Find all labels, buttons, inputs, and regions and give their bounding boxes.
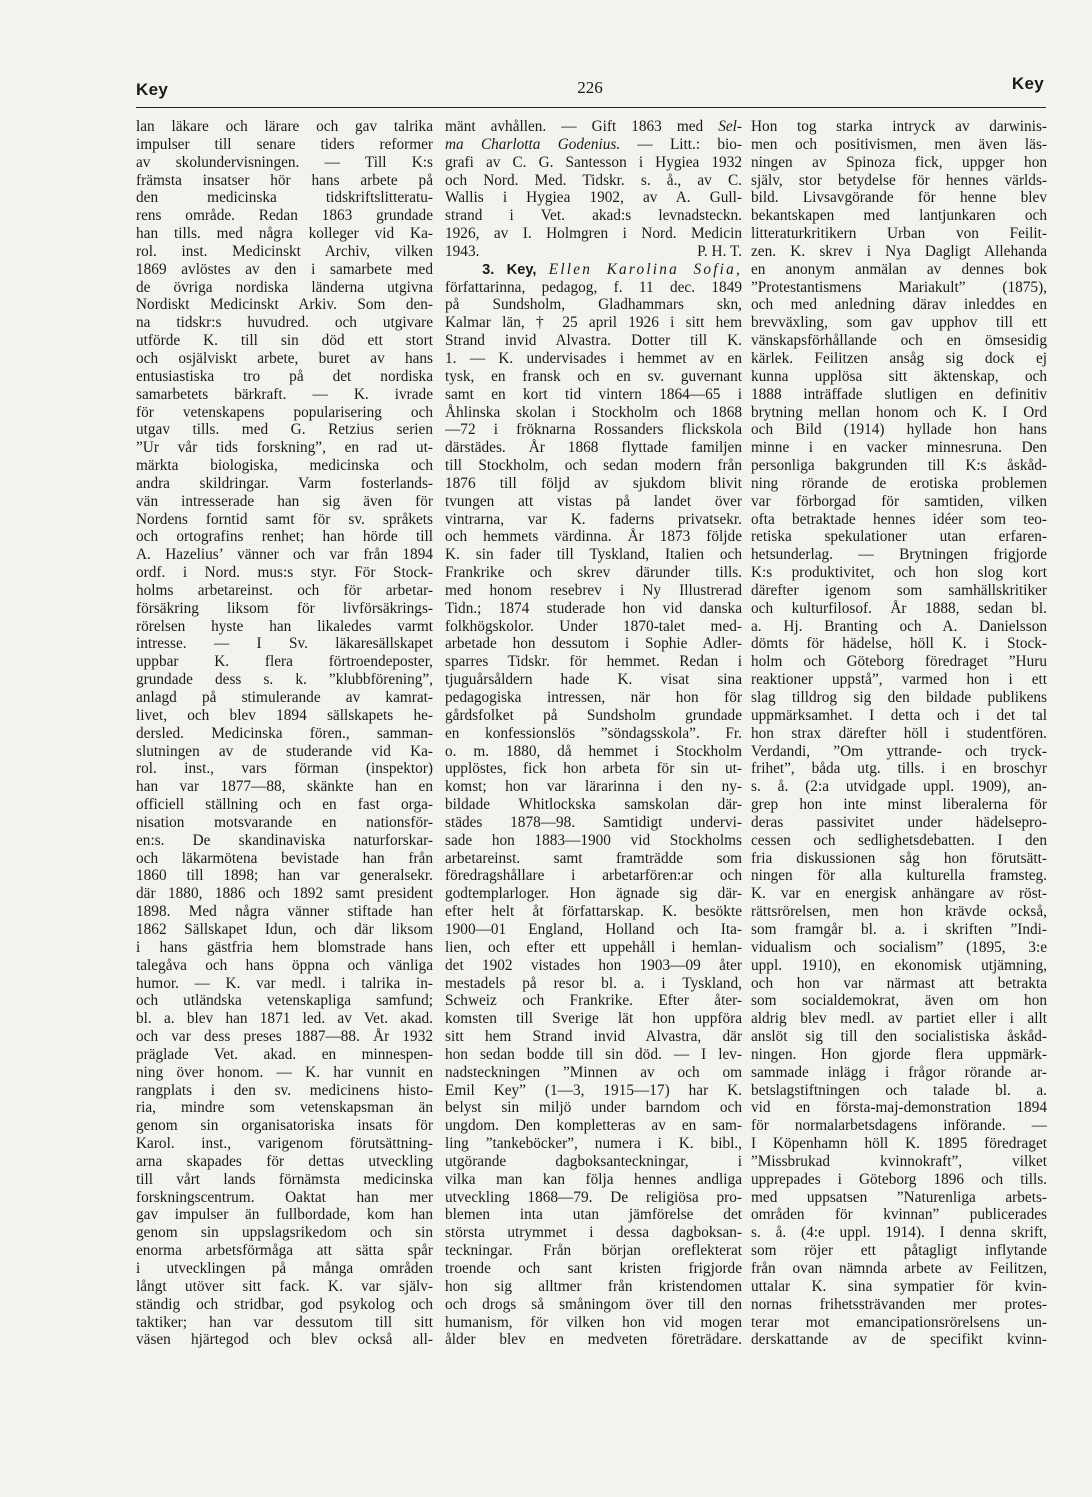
text-line: sparres Tidskr. för hemmet. Redan i — [445, 653, 742, 671]
text-line: dersled. Medicinska fören., samman- — [136, 724, 433, 742]
text-line: strand i Vet. akad:s levnadsteckn. — [445, 207, 742, 225]
text-line: Karol. inst., varigenom förutsättning- — [136, 1135, 433, 1153]
text-line: ning rörande de erotiska problemen — [751, 474, 1047, 492]
signature: P. H. T. — [697, 242, 742, 260]
text-line: därefter igenom som samhällskritiker — [751, 581, 1047, 599]
text-line: taktiker; han var dessutom till sitt — [136, 1313, 433, 1331]
text-line: Emil Key” (1—3, 1915—17) har K. — [445, 1081, 742, 1099]
text-line: personliga bakgrunden till K:s åskåd- — [751, 457, 1047, 475]
text-line: troende och sant kristen frigjorde — [445, 1260, 742, 1277]
header-rule — [136, 107, 1046, 108]
text-line: väsen hjärtegod och blev också all- — [136, 1331, 433, 1349]
text-line: fria diskussionen såg hon förutsätt- — [751, 849, 1047, 867]
text-line: forskningscentrum. Oaktat han mer — [136, 1188, 433, 1206]
text-line: utgörande dagboksanteckningar, i — [445, 1152, 742, 1170]
entry-heading — [445, 261, 742, 279]
text-line: i hans gästfria hem blomstrade hans — [136, 938, 433, 956]
text-line: mänt avhållen. — Gift 1863 med Sel- — [445, 118, 742, 135]
text-line: långt utöver sitt fack. K. var själv- — [136, 1277, 433, 1295]
text-line: lien, och efter ett uppehåll i hemlan- — [445, 938, 742, 956]
text-line: föredragshållare i arbetarfören:ar och — [445, 867, 742, 885]
text-line: 1. — K. undervisades i hemmet av en — [445, 349, 742, 367]
text-line: och utländska vetenskapliga samfund; — [136, 992, 433, 1010]
text-line: uppl. 1910), en ekonomisk utjämning, — [751, 956, 1047, 974]
text-line: utförde K. till sin död ett stort — [136, 332, 433, 350]
running-head-left: Key — [136, 80, 169, 99]
text-line: litteraturkritikern Urban von Feilit- — [751, 225, 1047, 243]
text-line: ”Missbrukad kvinnokraft”, vilket — [751, 1152, 1047, 1170]
text-line: tysk, en fransk och en sv. guvernant — [445, 367, 742, 385]
text-line: på Sundsholm, Gladhammars skn, — [445, 296, 742, 314]
text-line: nornas frihetssträvanden mer protes- — [751, 1295, 1047, 1313]
text-line-with-signature: 1943. P. H. T. — [445, 242, 742, 260]
entry-number: 3. — [482, 261, 495, 278]
text-line: genom sin organisatoriska insats för — [136, 1117, 433, 1135]
text-line: ständig och stridbar, god psykolog och — [136, 1295, 433, 1313]
page-number: 226 — [577, 78, 603, 97]
text-line: kunna upplösa sitt äktenskap, och — [751, 367, 1047, 385]
text-line: författarinna, pedagog, f. 11 dec. 1849 — [445, 278, 742, 296]
text-line: I Köpenhamn höll K. 1895 föredraget — [751, 1135, 1047, 1153]
text-line: i utvecklingen på många områden — [136, 1260, 433, 1277]
text-line: 1876 till följd av sjukdom blivit — [445, 474, 742, 492]
text-line: en:s. De skandinaviska naturforskar- — [136, 831, 433, 849]
text-line: upplöstes, fick hon arbeta för sin ut- — [445, 760, 742, 778]
text-line: 1888 inträffade slutligen en definitiv — [751, 385, 1047, 403]
text-line: Kalmar län, † 25 april 1926 i sitt hem — [445, 314, 742, 332]
text-line: s. å. (2:a utvidgade uppl. 1909), an- — [751, 778, 1047, 796]
text-line: —72 i fröknarna Rossanders flickskola — [445, 421, 742, 439]
text-line: ”Ur vår tids forskning”, en rad ut- — [136, 439, 433, 457]
text-line: och drogs så småningom över till den — [445, 1295, 742, 1313]
text-line: och Bild (1914) hyllade hon hans — [751, 421, 1047, 439]
text-line: var förborgad för samtiden, vilken — [751, 492, 1047, 510]
text-line: humor. — K. var medl. i talrika in- — [136, 974, 433, 992]
text-line: som socialdemokrat, även om hon — [751, 992, 1047, 1010]
text-line: na tidskr:s huvudred. och utgivare — [136, 314, 433, 332]
text-line: nadsteckningen ”Minnen av och om — [445, 1063, 742, 1081]
text-line: officiell ställning och en fast orga- — [136, 796, 433, 814]
text-line: ofta betraktade hennes idéer som teo- — [751, 510, 1047, 528]
text-line: holms arbetareinst. och för arbetar- — [136, 581, 433, 599]
text-line: minne i en vacker minnesruna. Den — [751, 439, 1047, 457]
text-line: ning över honom. — K. har vunnit en — [136, 1063, 433, 1081]
text-line: 1898. Med några vänner stiftade han — [136, 903, 433, 921]
text-line: andra skildringar. Varm fosterlands- — [136, 474, 433, 492]
text-line: deras passivitet under hädelsepro- — [751, 813, 1047, 831]
text-line: a. Hj. Branting och A. Danielsson — [751, 617, 1047, 635]
text-line: talegåva och hans öppna och vänliga — [136, 956, 433, 974]
text-line: intresse. — I Sv. läkaresällskapet — [136, 635, 433, 653]
text-line: K. var en energisk anhängare av röst- — [751, 885, 1047, 903]
text-line: med uppsatsen ”Naturenliga arbets- — [751, 1188, 1047, 1206]
text-line: som framgår bl. a. i skriften ”Indi- — [751, 920, 1047, 938]
text-line: retiska spekulationer utan erfaren- — [751, 528, 1047, 546]
text-line: vänskapsförhållande och en ömsesidig — [751, 332, 1047, 350]
text-line: teckningar. Från början oreflekterat — [445, 1242, 742, 1260]
column-2 — [445, 118, 742, 1349]
text-line: arna skapades för dettas utveckling — [136, 1152, 433, 1170]
text-line: och Nord. Med. Tidskr. s. å., av C. — [445, 171, 742, 189]
text-line: städes 1878—98. Samtidigt undervi- — [445, 813, 742, 831]
text-line: ningen för alla kulturella framsteg. — [751, 867, 1047, 885]
text-line: zen. K. skrev i Nya Dagligt Allehanda — [751, 242, 1047, 260]
text-line: entusiastiska tro på det nordiska — [136, 367, 433, 385]
text-line: livet, och blev 1894 sällskapets he- — [136, 706, 433, 724]
text-line: rol. inst. Medicinskt Archiv, vilken — [136, 242, 433, 260]
text-line: hon strax därefter höll i studentfören. — [751, 724, 1047, 742]
text-line: arbetade hon dessutom i Sophie Adler- — [445, 635, 742, 653]
text-line: lan läkare och lärare och gav talrika — [136, 118, 433, 135]
text-line: vidualism och socialism” (1895, 3:e — [751, 938, 1047, 956]
text-line: och ortografins renhet; han hörde till — [136, 528, 433, 546]
text-line: gav impulser än fullbordade, kom han — [136, 1206, 433, 1224]
text-line: han var 1877—88, skänkte han en — [136, 778, 433, 796]
text-line: nisation motsvarande en nationsför- — [136, 813, 433, 831]
text-line: bl. a. blev han 1871 led. av Vet. akad. — [136, 1010, 433, 1028]
text-line: största utrymmet i dessa dagboksan- — [445, 1224, 742, 1242]
text-line: brytning mellan honom och K. I Ord — [751, 403, 1047, 421]
text-line: rörelsen hyste han likaledes varmt — [136, 617, 433, 635]
text-line: därstädes. År 1868 flyttade familjen — [445, 439, 742, 457]
text-line: uttalar K. sina sympatier för kvin- — [751, 1277, 1047, 1295]
text-line: o. m. 1880, då hemmet i Stockholm — [445, 742, 742, 760]
text-line: samarbetets bärkraft. — K. ivrade — [136, 385, 433, 403]
text-line: Wallis i Hygiea 1902, av A. Gull- — [445, 189, 742, 207]
text-line: 1900—01 England, Holland och Ita- — [445, 920, 742, 938]
text-line: ma Charlotta Godenius. — Litt.: bio- — [445, 135, 742, 153]
text-line: folkhögskolor. Under 1870-talet med- — [445, 617, 742, 635]
running-head-right: Key — [1011, 74, 1044, 93]
text-line: kärlek. Feilitzen ansåg sig dock ej — [751, 349, 1047, 367]
text-line: och hon var närmast att betrakta — [751, 974, 1047, 992]
text-line: den medicinska tidskriftslitteratu- — [136, 189, 433, 207]
text-line: sitt hem Strand invid Alvastra, där — [445, 1028, 742, 1046]
text-line: mestadels på resor bl. a. i Tyskland, — [445, 974, 742, 992]
text-line: belyst sin miljö under barndom och — [445, 1099, 742, 1117]
text-line: ordf. i Nord. mus:s styr. För Stock- — [136, 564, 433, 582]
column-1 — [136, 118, 433, 1349]
text-line: och var dess preses 1887—88. År 1932 — [136, 1028, 433, 1046]
text-line: ålder blev en medveten företrädare. — [445, 1331, 742, 1349]
text-line: K. sin fader till Tyskland, Italien och — [445, 546, 742, 564]
text-line: områden för kvinnan” publicerades — [751, 1206, 1047, 1224]
text-line: ungdom. Den kompletteras av en sam- — [445, 1117, 742, 1135]
text-line: impulser till senare tiders reformer — [136, 135, 433, 153]
text-line: bekantskapen med lantjunkaren och — [751, 207, 1047, 225]
text-line: men och positivismen, men även läs- — [751, 135, 1047, 153]
text-line: terar mot emancipationsrörelsens un- — [751, 1313, 1047, 1331]
text-line: han tills. med några kolleger vid Ka- — [136, 225, 433, 243]
text-line: vilka man kan följa hennes andliga — [445, 1170, 742, 1188]
text-line: och kulturfilosof. År 1888, sedan bl. — [751, 599, 1047, 617]
text-line: som röjer ett påtagligt inflytande — [751, 1242, 1047, 1260]
text-line: själv, stor betydelse för hennes världs- — [751, 171, 1047, 189]
text-line: rens område. Redan 1863 grundade — [136, 207, 433, 225]
text-line: pedagogiska intressen, när hon för — [445, 689, 742, 706]
text-line: 1869 avlöstes av den i samarbete med — [136, 260, 433, 278]
text-line: till vårt lands förnämsta medicinska — [136, 1170, 433, 1188]
text-line: märkta biologiska, medicinska och — [136, 457, 433, 475]
text-line: sade hon 1883—1900 vid Stockholms — [445, 831, 742, 849]
text-line: betslagstiftningen och talade bl. a. — [751, 1081, 1047, 1099]
text-line: vintrarna, var K. faderns privatsekr. — [445, 510, 742, 528]
running-head — [136, 74, 1044, 106]
text-line: humanism, för vilken hon vid mogen — [445, 1313, 742, 1331]
text-line: uppmärksamhet. I detta och i det tal — [751, 706, 1047, 724]
text-line: utgav tills. med G. Retzius serien — [136, 421, 433, 439]
text-line: rättsrörelsen, men hon krävde också, — [751, 903, 1047, 921]
entry-surname: Key, — [506, 261, 537, 278]
text-line: arbetareinst. samt framträdde som — [445, 849, 742, 867]
text-line: hon sig alltmer från kristendomen — [445, 1277, 742, 1295]
text-line: för vetenskapens popularisering och — [136, 403, 433, 421]
text-line: grundade dess s. k. ”klubbförening”, — [136, 671, 433, 689]
text-line: och med anledning därav inleddes en — [751, 296, 1047, 314]
text-line: ling ”tankeböcker”, numera i K. bibl., — [445, 1135, 742, 1153]
text-line: blemen inta utan jämförelse det — [445, 1206, 742, 1224]
text-line: 1860 till 1898; han var generalsekr. — [136, 867, 433, 885]
text-line: en konfessionslös ”söndagsskola”. Fr. — [445, 724, 742, 742]
text-line: hetsunderlag. — Brytningen frigjorde — [751, 546, 1047, 564]
text-line: utveckling 1868—79. De religiösa pro- — [445, 1188, 742, 1206]
text-line: Nordiskt Medicinskt Arkiv. Som den- — [136, 296, 433, 314]
text-line: holm och Göteborg föredraget ”Huru — [751, 653, 1047, 671]
text-line: Tidn.; 1874 studerade hon vid danska — [445, 599, 742, 617]
text-line: aldrig blev medl. av partiet eller i allt — [751, 1010, 1047, 1028]
text-line: försäkring liksom för livförsäkrings- — [136, 599, 433, 617]
text-line: ria, mindre som vetenskapsman än — [136, 1099, 433, 1117]
text-line: präglade Vet. akad. en minnespen- — [136, 1045, 433, 1063]
text-line: grep hon inte minst liberalerna för — [751, 796, 1047, 814]
text-line: ningen av Spinoza fick, uppger hon — [751, 153, 1047, 171]
column-2-body — [445, 279, 742, 1350]
text-line: dömts för hädelse, höll K. i Stock- — [751, 635, 1047, 653]
text-line: uppbar K. flera förtroendeposter, — [136, 653, 433, 671]
text-line: samt en kort tid vintern 1864—65 i — [445, 385, 742, 403]
text-line: komst; hon var lärarinna i den ny- — [445, 778, 742, 796]
text-line: Nordens forntid samt för sv. språkets — [136, 510, 433, 528]
text-line: enorma arbetsförmåga att sätta spår — [136, 1242, 433, 1260]
text-line: tjuguårsåldern hade K. visat sina — [445, 671, 742, 689]
text-line: upprepades i Göteborg 1896 och tills. — [751, 1170, 1047, 1188]
text-line: s. å. (4:e uppl. 1914). I denna skrift, — [751, 1224, 1047, 1242]
text-line: gårdsfolket på Sundsholm grundade — [445, 706, 742, 724]
text-line: 1926, av I. Holmgren i Nord. Medicin — [445, 225, 742, 243]
text-line: det 1902 vistades hon 1903—09 åter — [445, 956, 742, 974]
text-line: Åhlinska skolan i Stockholm och 1868 — [445, 403, 742, 421]
text-line: Hon tog starka intryck av darwinis- — [751, 118, 1047, 135]
entry-given-names: Ellen Karolina Sofia, — [548, 260, 742, 278]
text-line: med honom resebrev i Ny Illustrerad — [445, 581, 742, 599]
column-3 — [751, 118, 1047, 1349]
text-line: Frankrike och skrev därunder tills. — [445, 564, 742, 582]
text-line: av skolundervisningen. — Till K:s — [136, 153, 433, 171]
text-line: brevväxling, som gav upphov till ett — [751, 314, 1047, 332]
text-line: och hemmets värdinna. År 1873 följde — [445, 528, 742, 546]
text-line: grafi av C. G. Santesson i Hygiea 1932 — [445, 153, 742, 171]
text-line: rol. inst., vars förman (inspektor) — [136, 760, 433, 778]
text-line: slag tilldrog sig den bildade publikens — [751, 689, 1047, 706]
text-line: efter helt åt författarskap. K. besökte — [445, 903, 742, 921]
text-line: och läkarmötena bevistade han från — [136, 849, 433, 867]
text-line: 1862 Sällskapet Idun, och där liksom — [136, 920, 433, 938]
text-line: hon sedan bodde till sin död. — I lev- — [445, 1045, 742, 1063]
text-line: komsten till Sverige lät hon uppföra — [445, 1010, 742, 1028]
text-line: ningen. Hon gjorde flera uppmärk- — [751, 1045, 1047, 1063]
text-line: och osjälviskt arbete, buret av hans — [136, 349, 433, 367]
text-line: Schweiz och Frankrike. Efter åter- — [445, 992, 742, 1010]
text-line: slutningen av de studerande vid Ka- — [136, 742, 433, 760]
text-line: vän intresserade han sig även för — [136, 492, 433, 510]
text-line: vid en första-maj-demonstration 1894 — [751, 1099, 1047, 1117]
text-line: anslöt sig till den socialistiska åskåd- — [751, 1028, 1047, 1046]
text-line: genom sin uppslagsrikedom och sin — [136, 1224, 433, 1242]
text-line: Strand invid Alvastra. Dotter till K. — [445, 332, 742, 350]
text-line: godtemplarloger. Hon ägnade sig där- — [445, 885, 742, 903]
text-line: cessen och sedlighetsdebatten. I den — [751, 831, 1047, 849]
text-line: till Stockholm, och sedan modern från — [445, 457, 742, 475]
text-line: för normalarbetsdagens införande. — — [751, 1117, 1047, 1135]
text-line: en anonym anmälan av dennes bok — [751, 260, 1047, 278]
text-line: där 1880, 1886 och 1892 samt president — [136, 885, 433, 903]
text-line: bild. Livsavgörande för henne blev — [751, 189, 1047, 207]
text-line: de övriga nordiska länderna utgivna — [136, 278, 433, 296]
text-line: reaktioner uppstå”, varmed hon i ett — [751, 671, 1047, 689]
text-line: sammade inlägg i frågor rörande ar- — [751, 1063, 1047, 1081]
text-line: derskattande av de specifikt kvinn- — [751, 1331, 1047, 1349]
text-line: A. Hazelius’ vänner och var från 1894 — [136, 546, 433, 564]
text-line: anlagd på stimulerande av kamrat- — [136, 689, 433, 706]
text-line: Verdandi, ”Om yttrande- och tryck- — [751, 742, 1047, 760]
text-line: tvungen att vistas på landet över — [445, 492, 742, 510]
text-line: bildade Whitlockska samskolan där- — [445, 796, 742, 814]
text-line: K:s produktivitet, och hon slog kort — [751, 564, 1047, 582]
text-line: från ovan nämnda arbete av Feilitzen, — [751, 1260, 1047, 1277]
text-line: främsta insatser hör hans arbete på — [136, 171, 433, 189]
text-line: rangplats i den sv. medicinens histo- — [136, 1081, 433, 1099]
text-line: ”Protestantismens Mariakult” (1875), — [751, 278, 1047, 296]
text-line: frihet”, båda utg. tills. i en broschyr — [751, 760, 1047, 778]
